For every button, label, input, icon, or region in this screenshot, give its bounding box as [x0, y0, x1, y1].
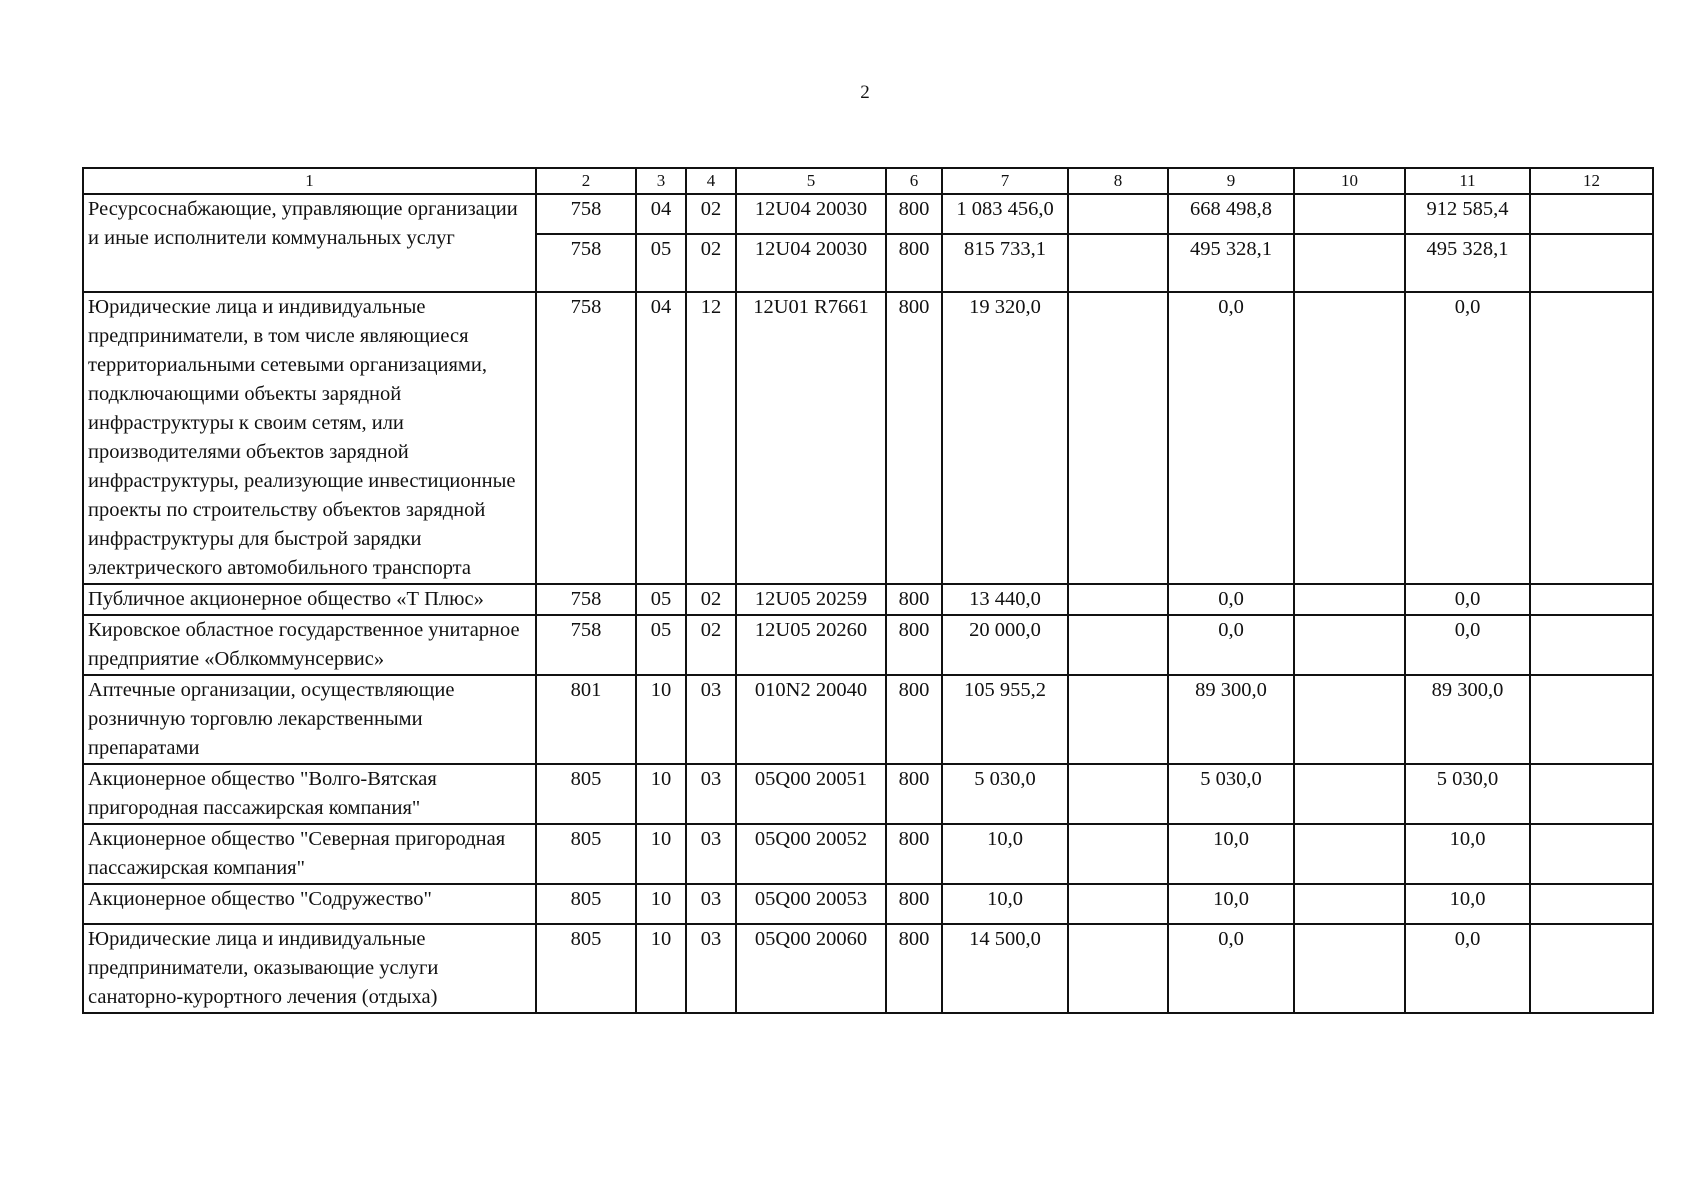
table-row — [83, 615, 1653, 675]
header-row — [83, 168, 1653, 194]
cell-target-article: 12U04 20030 — [736, 234, 886, 292]
table-row — [83, 292, 1653, 584]
cell-col10 — [1294, 884, 1405, 924]
cell-amount-col11: 0,0 — [1405, 924, 1530, 1013]
cell-expense-type: 800 — [886, 234, 942, 292]
recipient-name: Акционерное общество "Содружество" — [83, 884, 536, 924]
column-header: 11 — [1405, 168, 1530, 194]
cell-expense-type: 800 — [886, 824, 942, 884]
cell-admin-code: 758 — [536, 615, 636, 675]
cell-subsection: 03 — [686, 675, 736, 764]
cell-amount-col11: 495 328,1 — [1405, 234, 1530, 292]
column-header: 4 — [686, 168, 736, 194]
budget-table — [82, 167, 1654, 1014]
cell-col12 — [1530, 824, 1653, 884]
recipient-name: Ресурсоснабжающие, управляющие организации и иные исполнители коммунальных услуг — [83, 194, 536, 292]
cell-admin-code: 805 — [536, 924, 636, 1013]
cell-col12 — [1530, 764, 1653, 824]
cell-amount-col7: 13 440,0 — [942, 584, 1068, 615]
cell-amount-col11: 0,0 — [1405, 584, 1530, 615]
cell-amount-col7: 20 000,0 — [942, 615, 1068, 675]
cell-col10 — [1294, 615, 1405, 675]
cell-section: 05 — [636, 234, 686, 292]
cell-col12 — [1530, 615, 1653, 675]
cell-amount-col9: 0,0 — [1168, 292, 1294, 584]
cell-col8 — [1068, 615, 1168, 675]
cell-admin-code: 758 — [536, 584, 636, 615]
cell-col10 — [1294, 764, 1405, 824]
cell-target-article: 12U05 20259 — [736, 584, 886, 615]
recipient-name: Кировское областное государственное унитарное предприятие «Облкоммунсервис» — [83, 615, 536, 675]
cell-amount-col7: 5 030,0 — [942, 764, 1068, 824]
cell-col10 — [1294, 824, 1405, 884]
table-row — [83, 764, 1653, 824]
recipient-name: Аптечные организации, осуществляющие розничную торговлю лекарственными препаратами — [83, 675, 536, 764]
column-header: 8 — [1068, 168, 1168, 194]
cell-target-article: 05Q00 20053 — [736, 884, 886, 924]
cell-col8 — [1068, 584, 1168, 615]
recipient-name: Юридические лица и индивидуальные предприниматели, в том числе являющиеся территориальными сетевыми организациями, подключающими объекты зарядной инфраструктуры к своим сетям, или производителями объектов зарядной инфраструктуры, реализующие инвестиционные проекты по строительству объектов зарядной инфраструктуры для быстрой зарядки электрического автомобильного транспорта — [83, 292, 536, 584]
cell-col8 — [1068, 884, 1168, 924]
column-header: 10 — [1294, 168, 1405, 194]
cell-col8 — [1068, 924, 1168, 1013]
cell-expense-type: 800 — [886, 194, 942, 234]
recipient-name: Публичное акционерное общество «Т Плюс» — [83, 584, 536, 615]
cell-amount-col9: 0,0 — [1168, 615, 1294, 675]
column-header: 2 — [536, 168, 636, 194]
column-header: 7 — [942, 168, 1068, 194]
cell-amount-col11: 89 300,0 — [1405, 675, 1530, 764]
cell-section: 04 — [636, 194, 686, 234]
cell-subsection: 03 — [686, 764, 736, 824]
cell-section: 05 — [636, 615, 686, 675]
cell-amount-col9: 495 328,1 — [1168, 234, 1294, 292]
cell-subsection: 03 — [686, 884, 736, 924]
cell-amount-col7: 815 733,1 — [942, 234, 1068, 292]
cell-subsection: 02 — [686, 194, 736, 234]
cell-section: 10 — [636, 824, 686, 884]
cell-col12 — [1530, 924, 1653, 1013]
cell-amount-col7: 105 955,2 — [942, 675, 1068, 764]
cell-col10 — [1294, 194, 1405, 234]
cell-col12 — [1530, 234, 1653, 292]
cell-section: 10 — [636, 924, 686, 1013]
cell-amount-col7: 14 500,0 — [942, 924, 1068, 1013]
cell-section: 10 — [636, 675, 686, 764]
column-header: 12 — [1530, 168, 1653, 194]
cell-amount-col9: 10,0 — [1168, 884, 1294, 924]
cell-admin-code: 805 — [536, 884, 636, 924]
table-row — [83, 824, 1653, 884]
cell-target-article: 05Q00 20060 — [736, 924, 886, 1013]
recipient-name: Юридические лица и индивидуальные предприниматели, оказывающие услуги санаторно-курортного лечения (отдыха) — [83, 924, 536, 1013]
cell-section: 05 — [636, 584, 686, 615]
table-row — [83, 924, 1653, 1013]
cell-section: 10 — [636, 764, 686, 824]
cell-admin-code: 758 — [536, 194, 636, 234]
cell-amount-col7: 10,0 — [942, 884, 1068, 924]
cell-col12 — [1530, 675, 1653, 764]
table-row — [83, 675, 1653, 764]
cell-expense-type: 800 — [886, 764, 942, 824]
cell-section: 10 — [636, 884, 686, 924]
cell-amount-col7: 19 320,0 — [942, 292, 1068, 584]
column-header: 1 — [83, 168, 536, 194]
cell-amount-col11: 10,0 — [1405, 884, 1530, 924]
cell-expense-type: 800 — [886, 884, 942, 924]
column-header: 5 — [736, 168, 886, 194]
cell-target-article: 12U05 20260 — [736, 615, 886, 675]
cell-col8 — [1068, 824, 1168, 884]
cell-amount-col11: 10,0 — [1405, 824, 1530, 884]
cell-amount-col7: 1 083 456,0 — [942, 194, 1068, 234]
cell-subsection: 02 — [686, 615, 736, 675]
recipient-name: Акционерное общество "Северная пригородная пассажирская компания" — [83, 824, 536, 884]
cell-col12 — [1530, 292, 1653, 584]
cell-subsection: 02 — [686, 584, 736, 615]
column-header: 6 — [886, 168, 942, 194]
cell-admin-code: 758 — [536, 234, 636, 292]
cell-admin-code: 801 — [536, 675, 636, 764]
cell-amount-col11: 912 585,4 — [1405, 194, 1530, 234]
cell-admin-code: 758 — [536, 292, 636, 584]
cell-amount-col9: 10,0 — [1168, 824, 1294, 884]
column-header: 9 — [1168, 168, 1294, 194]
cell-col10 — [1294, 292, 1405, 584]
cell-col10 — [1294, 675, 1405, 764]
cell-admin-code: 805 — [536, 764, 636, 824]
cell-expense-type: 800 — [886, 584, 942, 615]
cell-target-article: 12U04 20030 — [736, 194, 886, 234]
cell-amount-col11: 5 030,0 — [1405, 764, 1530, 824]
table-row — [83, 584, 1653, 615]
cell-col8 — [1068, 764, 1168, 824]
cell-expense-type: 800 — [886, 615, 942, 675]
cell-amount-col9: 0,0 — [1168, 924, 1294, 1013]
cell-admin-code: 805 — [536, 824, 636, 884]
cell-col10 — [1294, 924, 1405, 1013]
cell-col8 — [1068, 292, 1168, 584]
cell-target-article: 05Q00 20051 — [736, 764, 886, 824]
cell-expense-type: 800 — [886, 675, 942, 764]
cell-amount-col11: 0,0 — [1405, 292, 1530, 584]
table-row — [83, 884, 1653, 924]
cell-amount-col11: 0,0 — [1405, 615, 1530, 675]
cell-col12 — [1530, 884, 1653, 924]
page-number: 2 — [860, 82, 870, 103]
cell-col12 — [1530, 194, 1653, 234]
cell-target-article: 05Q00 20052 — [736, 824, 886, 884]
cell-amount-col9: 89 300,0 — [1168, 675, 1294, 764]
cell-expense-type: 800 — [886, 292, 942, 584]
cell-col10 — [1294, 234, 1405, 292]
cell-amount-col9: 5 030,0 — [1168, 764, 1294, 824]
cell-target-article: 010N2 20040 — [736, 675, 886, 764]
cell-target-article: 12U01 R7661 — [736, 292, 886, 584]
cell-expense-type: 800 — [886, 924, 942, 1013]
cell-amount-col9: 668 498,8 — [1168, 194, 1294, 234]
cell-col12 — [1530, 584, 1653, 615]
cell-section: 04 — [636, 292, 686, 584]
cell-subsection: 03 — [686, 824, 736, 884]
cell-subsection: 03 — [686, 924, 736, 1013]
table-row — [83, 194, 1653, 234]
cell-col8 — [1068, 194, 1168, 234]
cell-amount-col7: 10,0 — [942, 824, 1068, 884]
cell-col10 — [1294, 584, 1405, 615]
cell-subsection: 02 — [686, 234, 736, 292]
cell-subsection: 12 — [686, 292, 736, 584]
column-header: 3 — [636, 168, 686, 194]
recipient-name: Акционерное общество "Волго-Вятская пригородная пассажирская компания" — [83, 764, 536, 824]
cell-amount-col9: 0,0 — [1168, 584, 1294, 615]
cell-col8 — [1068, 234, 1168, 292]
cell-col8 — [1068, 675, 1168, 764]
